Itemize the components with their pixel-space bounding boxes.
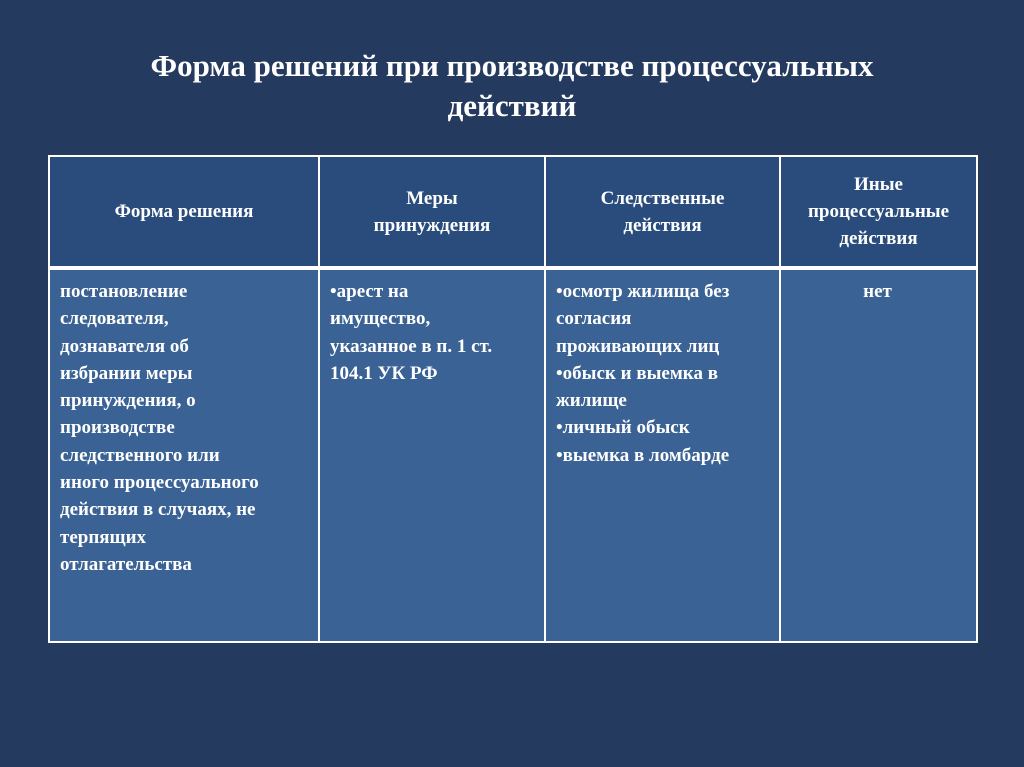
cell-line: отлагательства (60, 553, 192, 575)
header-line: Форма решения (114, 201, 254, 222)
bullet-item: •обыск и выемка в (556, 362, 718, 384)
decision-forms-table (48, 155, 978, 643)
header-decision-form (49, 156, 319, 268)
cell-coercion-measures (319, 268, 545, 642)
cell-line: жилище (556, 390, 627, 412)
header-line: принуждения (373, 214, 491, 236)
cell-line: имущество, (330, 308, 431, 330)
cell-line: иного процессуального (60, 472, 259, 494)
cell-line: производстве (60, 417, 175, 439)
header-investigative-actions (545, 156, 780, 268)
bullet-item: •осмотр жилища без (556, 281, 730, 302)
header-line: действия (623, 214, 702, 236)
bullet-item: •выемка в ломбарде (556, 444, 730, 466)
slide-title-line-2: действий (447, 88, 577, 123)
cell-line: постановление (60, 281, 188, 302)
cell-line: проживающих лиц (556, 335, 720, 357)
cell-line: действия в случаях, не (60, 499, 256, 521)
cell-line: согласия (556, 308, 632, 330)
cell-line: принуждения, о (60, 390, 196, 412)
cell-line: дознавателя об (60, 335, 189, 357)
header-line: Следственные (600, 187, 725, 209)
header-line: процессуальные (807, 201, 950, 222)
cell-line: 104.1 УК РФ (330, 362, 438, 384)
header-coercion-measures (319, 156, 545, 268)
table-row (49, 268, 977, 642)
cell-line: терпящих (60, 526, 147, 548)
cell-decision-form (49, 268, 319, 642)
cell-line: избрании меры (60, 362, 193, 384)
cell-line: следственного или (60, 444, 220, 466)
cell-line: следователя, (60, 308, 169, 330)
slide-title (0, 46, 1024, 126)
cell-other-actions (780, 268, 977, 642)
bullet-item: •личный обыск (556, 417, 690, 439)
header-line: Меры (406, 187, 458, 209)
cell-investigative-actions (545, 268, 780, 642)
header-other-actions (780, 156, 977, 268)
table-header-row (49, 156, 977, 268)
cell-line: указанное в п. 1 ст. (330, 335, 493, 357)
bullet-item: •арест на (330, 281, 409, 302)
slide-title-line-1: Форма решений при производстве процессуальных (150, 48, 874, 83)
header-line: Иные (854, 174, 903, 195)
cell-value: нет (863, 281, 892, 302)
header-line: действия (839, 228, 918, 249)
